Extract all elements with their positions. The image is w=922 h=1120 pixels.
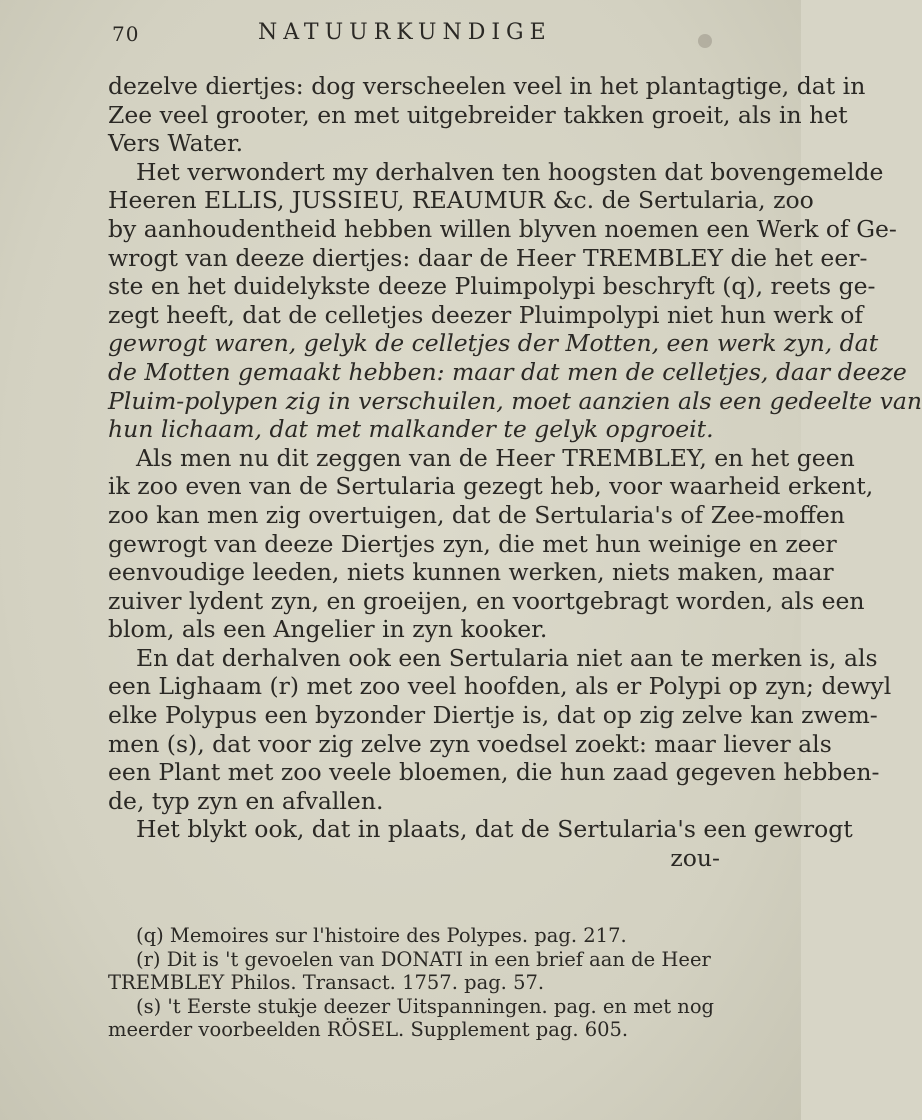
text-line: wrogt van deeze diertjes: daar de Heer TREMBLEY die het eer- [108, 243, 868, 272]
footnote: (s) 't Eerste stukje deezer Uitspanningen. pag. en met nog [136, 994, 715, 1018]
text-line: zegt heeft, dat de celletjes deezer Pluimpolypi niet hun werk of [108, 300, 864, 329]
text-line: gewrogt van deeze Diertjes zyn, die met hun weinige en zeer [108, 529, 837, 558]
page-header [0, 16, 801, 52]
text-line: men (s), dat voor zig zelve zyn voedsel zoekt: maar liever als [108, 729, 832, 758]
footnote: meerder voorbeelden RÖSEL. Supplement pag. 605. [108, 1018, 629, 1041]
footnotes [108, 924, 728, 1042]
text-line: de Motten gemaakt hebben: maar dat men de celletjes, daar deeze [108, 357, 907, 386]
text-line: elke Polypus een byzonder Diertje is, dat op zig zelve kan zwem- [108, 701, 878, 730]
text-line: En dat derhalven ook een Sertularia niet aan te merken is, als [136, 643, 878, 672]
text-line: eenvoudige leeden, niets kunnen werken, niets maken, maar [108, 558, 834, 587]
text-line: Vers Water. [108, 129, 244, 158]
text-line: hun lichaam, dat met malkander te gelyk opgroeit. [108, 415, 714, 444]
text-line: Zee veel grooter, en met uitgebreider takken groeit, als in het [108, 100, 848, 129]
footnote: (r) Dit is 't gevoelen van DONATI in een brief aan de Heer [136, 947, 711, 971]
text-line: Als men nu dit zeggen van de Heer TREMBLEY, en het geen [136, 443, 855, 472]
body-text [108, 72, 922, 873]
text-line: de, typ zyn en afvallen. [108, 786, 384, 815]
text-line: een Plant met zoo veele bloemen, die hun zaad gegeven hebben- [108, 758, 880, 787]
page-number: 70 [112, 22, 140, 46]
text-line: zoo kan men zig overtuigen, dat de Sertularia's of Zee-moffen [108, 500, 845, 529]
footnote: (q) Memoires sur l'histoire des Polypes. pag. 217. [136, 924, 627, 947]
text-line: ik zoo even van de Sertularia gezegt heb, voor waarheid erkent, [108, 472, 874, 501]
text-line: Het verwondert my derhalven ten hoogsten dat bovengemelde [136, 157, 884, 186]
text-line: by aanhoudentheid hebben willen blyven noemen een Werk of Ge- [108, 214, 897, 243]
text-line: Pluim-polypen zig in verschuilen, moet aanzien als een gedeelte van [108, 386, 922, 415]
catchword: zou- [670, 844, 720, 873]
footnote: TREMBLEY Philos. Transact. 1757. pag. 57. [108, 971, 545, 994]
text-line: dezelve diertjes: dog verscheelen veel in het plantagtige, dat in [108, 72, 866, 100]
text-line: een Lighaam (r) met zoo veel hoofden, als er Polypi op zyn; dewyl [108, 672, 892, 701]
text-line: Het blykt ook, dat in plaats, dat de Sertularia's een gewrogt [136, 815, 853, 844]
text-line: gewrogt waren, gelyk de celletjes der Motten, een werk zyn, dat [108, 329, 879, 358]
text-line: blom, als een Angelier in zyn kooker. [108, 615, 548, 644]
text-line: ste en het duidelykste deeze Pluimpolypi beschryft (q), reets ge- [108, 272, 876, 301]
running-title: NATUURKUNDIGE [258, 20, 552, 45]
text-line: Heeren ELLIS, JUSSIEU, REAUMUR &c. de Sertularia, zoo [108, 186, 814, 215]
text-line: zuiver lydent zyn, en groeijen, en voortgebragt worden, als een [108, 586, 865, 615]
